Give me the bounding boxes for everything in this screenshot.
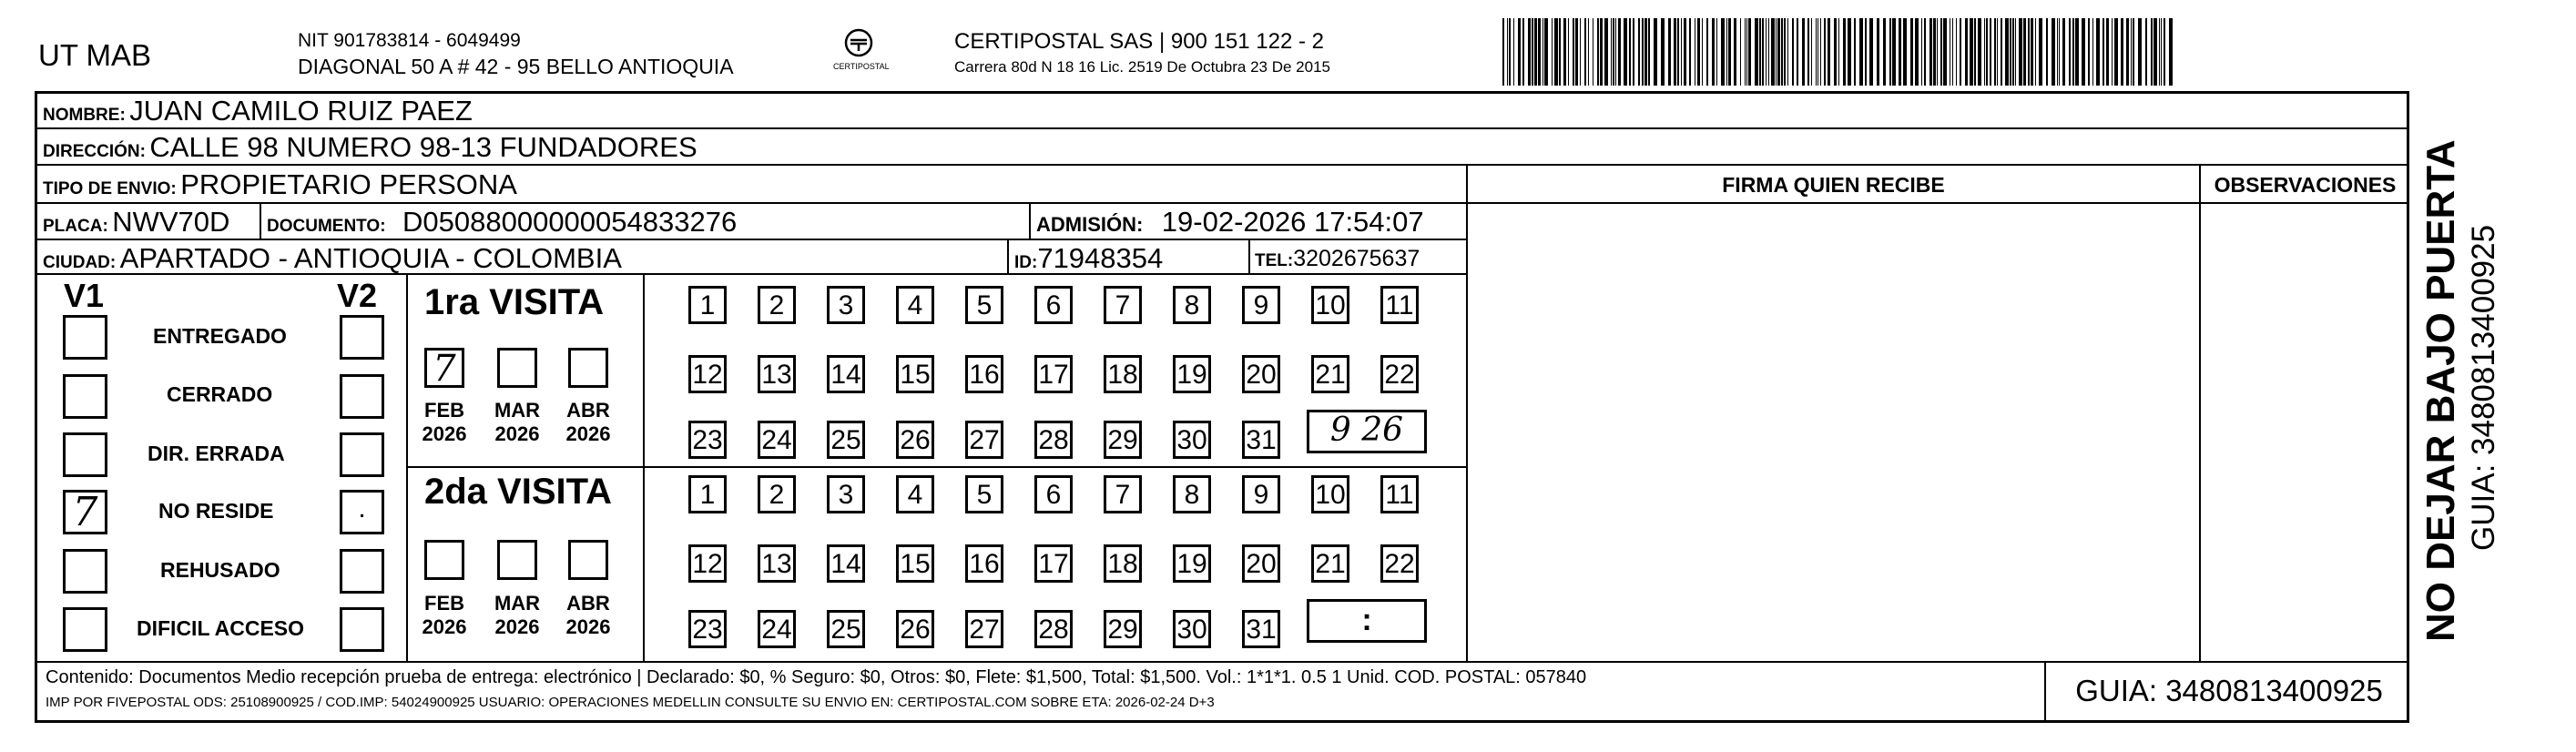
v2-checkbox-no-reside[interactable]: .: [340, 490, 384, 534]
visit1-day-box[interactable]: 22: [1380, 355, 1419, 393]
visit1-day-box[interactable]: 12: [688, 355, 727, 393]
visit1-month-abr: [561, 399, 616, 446]
visit1-day-box[interactable]: 19: [1173, 355, 1211, 393]
visit1-day-box[interactable]: 3: [827, 286, 865, 324]
v2-checkbox-dir-errada[interactable]: [340, 432, 384, 477]
courier-license: Carrera 80d N 18 16 Lic. 2519 De Octubra 23 De 2015: [954, 58, 1330, 76]
footer-content: Contenido: Documentos Medio recepción prueba de entrega: electrónico | Declarado: $0, % Seguro: $0, Otros: $0, Flete: $1,500, Total: $1,500. Vol.: 1*1*1. 0.5 1 Unid. COD. POSTAL: 057840: [46, 667, 1587, 687]
visit2-day-box[interactable]: 13: [758, 544, 796, 583]
direccion-label: DIRECCIÓN:: [43, 142, 146, 161]
visit1-day-box[interactable]: 30: [1173, 421, 1211, 459]
visit1-month-mar-checkbox[interactable]: [497, 348, 537, 388]
visit2-month-feb: [417, 592, 472, 639]
placa-value: NWV70D: [112, 206, 230, 238]
visit2-month-abr-checkbox[interactable]: [568, 540, 608, 580]
company-nit: NIT 901783814 - 6049499: [298, 30, 521, 51]
direccion-value: CALLE 98 NUMERO 98-13 FUNDADORES: [149, 131, 697, 163]
visit1-day-box[interactable]: 2: [758, 286, 796, 324]
option-dir-errada: DIR. ERRADA: [148, 442, 285, 465]
documento-value: D05088000000054833276: [402, 206, 738, 238]
v1-checkbox-no-reside[interactable]: 7: [63, 490, 107, 534]
signature-area[interactable]: [1470, 204, 2196, 659]
visit2-day-box[interactable]: 3: [827, 475, 865, 513]
visit1-day-box[interactable]: 20: [1242, 355, 1280, 393]
visit1-month-abr-checkbox[interactable]: [568, 348, 608, 388]
visit1-day-box[interactable]: 16: [965, 355, 1003, 393]
visit2-day-box[interactable]: 17: [1034, 544, 1073, 583]
tipo-envio-row: [43, 168, 517, 201]
visit1-day-box[interactable]: 29: [1104, 421, 1142, 459]
footer-print-info: IMP POR FIVEPOSTAL ODS: 25108900925 / COD.IMP: 54024900925 USUARIO: OPERACIONES MEDELLIN CONSULTE SU ENVIO EN: CERTIPOSTAL.COM SOBRE ETA: 2026-02-24 D+3: [46, 695, 1215, 710]
visit1-month-feb-checkbox[interactable]: 7: [424, 348, 464, 388]
visit2-day-box[interactable]: 29: [1104, 610, 1142, 648]
direccion-row: [43, 131, 697, 164]
visit1-feb-label: FEB: [424, 399, 464, 422]
v1-header: V1: [64, 277, 105, 314]
option-dificil-acceso: DIFICIL ACCESO: [137, 616, 305, 640]
v1-checkbox-dificil-acceso[interactable]: [63, 607, 107, 652]
visit1-day-box[interactable]: 1: [688, 286, 727, 324]
v2-checkbox-entregado[interactable]: [340, 315, 384, 360]
visit1-day-box[interactable]: 5: [965, 286, 1003, 324]
visit2-time-box[interactable]: :: [1307, 599, 1427, 643]
visit2-day-box[interactable]: 14: [827, 544, 865, 583]
visit1-day-box[interactable]: 10: [1311, 286, 1349, 324]
tel-label: TEL:: [1255, 251, 1294, 270]
option-entregado: ENTREGADO: [153, 324, 287, 348]
visit2-day-box[interactable]: 27: [965, 610, 1003, 648]
visit2-day-box[interactable]: 4: [896, 475, 934, 513]
visit2-day-box[interactable]: 21: [1311, 544, 1349, 583]
visit1-day-box[interactable]: 6: [1034, 286, 1073, 324]
tel-value: 3202675637: [1293, 246, 1420, 271]
tipo-envio-value: PROPIETARIO PERSONA: [180, 168, 517, 200]
visit1-day-box[interactable]: 18: [1104, 355, 1142, 393]
visit1-mar-label: MAR: [494, 399, 541, 422]
visit2-day-box[interactable]: 2: [758, 475, 796, 513]
visit2-day-box[interactable]: 24: [758, 610, 796, 648]
visit2-day-box[interactable]: 23: [688, 610, 727, 648]
visit1-month-mar: [490, 399, 545, 446]
visit2-month-abr: [561, 592, 616, 639]
visit1-day-box[interactable]: 24: [758, 421, 796, 459]
visit1-time-box[interactable]: 9 26: [1307, 410, 1427, 453]
visit1-month-feb: [417, 399, 472, 446]
v2-header: V2: [337, 277, 378, 314]
visit1-day-box[interactable]: 27: [965, 421, 1003, 459]
visit2-day-box[interactable]: 25: [827, 610, 865, 648]
tel-row: [1255, 246, 1420, 272]
v2-checkbox-dificil-acceso[interactable]: [340, 607, 384, 652]
visit2-day-box[interactable]: 6: [1034, 475, 1073, 513]
visit2-month-mar: [490, 592, 545, 639]
ciudad-row: [43, 242, 622, 275]
visit1-day-box[interactable]: 13: [758, 355, 796, 393]
visit1-day-box[interactable]: 28: [1034, 421, 1073, 459]
visit2-day-box[interactable]: 9: [1242, 475, 1280, 513]
v2-checkbox-cerrado[interactable]: [340, 374, 384, 419]
visit2-day-box[interactable]: 28: [1034, 610, 1073, 648]
visit1-day-box[interactable]: 23: [688, 421, 727, 459]
visit2-day-box[interactable]: 15: [896, 544, 934, 583]
option-rehusado: REHUSADO: [160, 558, 280, 582]
visit2-day-box[interactable]: 19: [1173, 544, 1211, 583]
visit2-day-box[interactable]: 26: [896, 610, 934, 648]
visit1-day-box[interactable]: 17: [1034, 355, 1073, 393]
company-name: UT MAB: [38, 38, 152, 72]
admision-label: ADMISIÓN:: [1036, 213, 1144, 236]
visit2-mar-year: 2026: [494, 615, 540, 638]
visit1-day-box[interactable]: 4: [896, 286, 934, 324]
visit2-abr-label: ABR: [566, 592, 610, 615]
visit1-mar-year: 2026: [494, 422, 540, 445]
documento-row: [267, 206, 737, 239]
v2-checkbox-rehusado[interactable]: [340, 549, 384, 594]
placa-row: [43, 206, 229, 239]
company-address: DIAGONAL 50 A # 42 - 95 BELLO ANTIOQUIA: [298, 55, 734, 78]
admision-row: [1036, 206, 1424, 239]
visit2-month-mar-checkbox[interactable]: [497, 540, 537, 580]
documento-label: DOCUMENTO:: [267, 217, 386, 236]
visit2-month-feb-checkbox[interactable]: [424, 540, 464, 580]
visit2-day-box[interactable]: 22: [1380, 544, 1419, 583]
footer-guia: GUIA: 3480813400925: [2075, 674, 2383, 707]
visit2-abr-year: 2026: [565, 615, 611, 638]
visit1-title: 1ra VISITA: [424, 282, 605, 322]
visit1-day-box[interactable]: 25: [827, 421, 865, 459]
v1-checkbox-cerrado[interactable]: [63, 374, 107, 419]
barcode: [1502, 18, 2176, 86]
visit1-abr-year: 2026: [565, 422, 611, 445]
visit1-day-box[interactable]: 7: [1104, 286, 1142, 324]
option-cerrado: CERRADO: [167, 382, 273, 406]
visit2-day-box[interactable]: 10: [1311, 475, 1349, 513]
visit2-day-box[interactable]: 31: [1242, 610, 1280, 648]
id-row: [1014, 242, 1163, 275]
ciudad-label: CIUDAD:: [43, 253, 117, 272]
visit2-day-box[interactable]: 30: [1173, 610, 1211, 648]
nombre-row: [43, 95, 473, 127]
visit1-day-box[interactable]: 9: [1242, 286, 1280, 324]
firma-header: FIRMA QUIEN RECIBE: [1722, 173, 1945, 197]
id-value: 71948354: [1037, 242, 1164, 274]
ciudad-value: APARTADO - ANTIOQUIA - COLOMBIA: [119, 242, 622, 274]
visit2-day-box[interactable]: 7: [1104, 475, 1142, 513]
courier-name: CERTIPOSTAL SAS | 900 151 122 - 2: [954, 29, 1324, 54]
nombre-value: JUAN CAMILO RUIZ PAEZ: [129, 95, 473, 127]
nombre-label: NOMBRE:: [43, 106, 126, 125]
visit1-day-box[interactable]: 8: [1173, 286, 1211, 324]
observations-area[interactable]: [2203, 204, 2408, 659]
id-label: ID:: [1014, 253, 1038, 272]
option-no-reside: NO RESIDE: [158, 499, 274, 523]
visit2-day-box[interactable]: 8: [1173, 475, 1211, 513]
tipo-envio-label: TIPO DE ENVIO:: [43, 179, 177, 198]
visit2-day-box[interactable]: 1: [688, 475, 727, 513]
visit2-title: 2da VISITA: [424, 472, 612, 512]
v1-checkbox-entregado[interactable]: [63, 315, 107, 360]
observaciones-header: OBSERVACIONES: [2214, 173, 2397, 197]
v1-checkbox-rehusado[interactable]: [63, 549, 107, 594]
visit2-day-box[interactable]: 11: [1380, 475, 1419, 513]
visit1-day-box[interactable]: 21: [1311, 355, 1349, 393]
visit1-day-box[interactable]: 11: [1380, 286, 1419, 324]
visit2-feb-year: 2026: [422, 615, 467, 638]
visit2-day-box[interactable]: 12: [688, 544, 727, 583]
side-notice: NO DEJAR BAJO PUERTA: [2418, 139, 2463, 642]
visit2-day-box[interactable]: 16: [965, 544, 1003, 583]
visit1-day-box[interactable]: 26: [896, 421, 934, 459]
visit1-day-box[interactable]: 14: [827, 355, 865, 393]
side-guia: GUIA: 3480813400925: [2466, 224, 2501, 551]
admision-value: 19-02-2026 17:54:07: [1161, 206, 1424, 238]
visit1-abr-label: ABR: [566, 399, 610, 422]
visit1-day-box[interactable]: 31: [1242, 421, 1280, 459]
placa-label: PLACA:: [43, 217, 108, 236]
visit2-day-box[interactable]: 18: [1104, 544, 1142, 583]
visit2-mar-label: MAR: [494, 592, 541, 615]
logo-text: CERTIPOSTAL: [833, 62, 890, 71]
visit1-day-box[interactable]: 15: [896, 355, 934, 393]
visit1-feb-year: 2026: [422, 422, 467, 445]
v1-checkbox-dir-errada[interactable]: [63, 432, 107, 477]
visit2-day-box[interactable]: 20: [1242, 544, 1280, 583]
visit2-day-box[interactable]: 5: [965, 475, 1003, 513]
visit2-feb-label: FEB: [424, 592, 464, 615]
certipostal-logo: [836, 27, 881, 63]
